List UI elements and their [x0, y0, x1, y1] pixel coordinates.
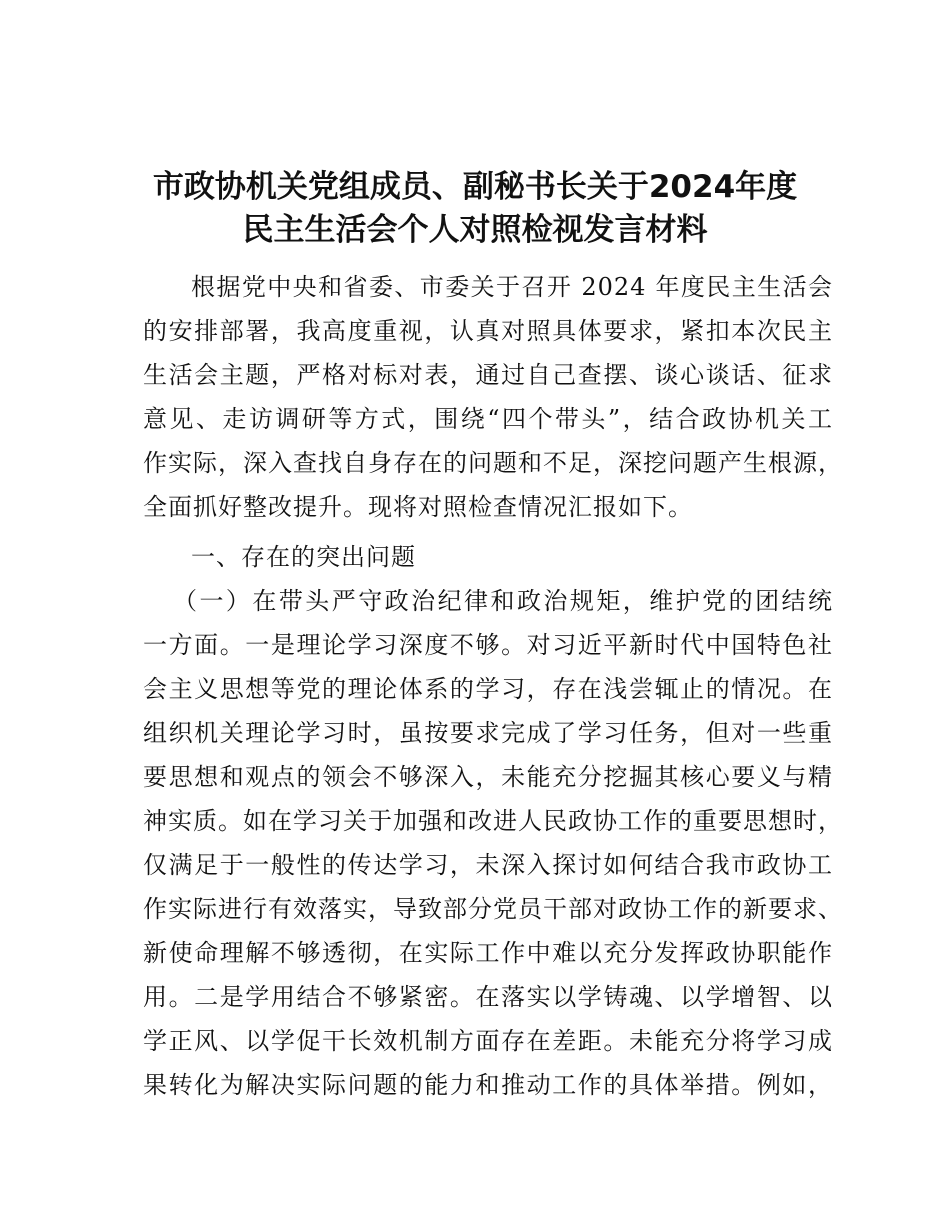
text-line: 根据党中央和省委、市委关于召开 2024 年度民主生活会: [191, 273, 833, 301]
text-line: 神实质。如在学习关于加强和改进人民政协工作的重要思想时，: [143, 807, 843, 835]
text-line: （一）在带头严守政治纪律和政治规矩，维护党的团结统: [173, 587, 833, 615]
text-line: 新使命理解不够透彻，在实际工作中难以充分发挥政协职能作: [143, 939, 833, 967]
section-1-paragraph: [143, 579, 843, 1107]
text-line: 生活会主题，严格对标对表，通过自己查摆、谈心谈话、征求: [143, 361, 833, 389]
text-line: 作实际，深入查找自身存在的问题和不足，深挖问题产生根源，: [143, 449, 843, 477]
text-line: 果转化为解决实际问题的能力和推动工作的具体举措。例如，: [143, 1071, 833, 1099]
text-line: 要思想和观点的领会不够深入，未能充分挖掘其核心要义与精: [143, 763, 833, 791]
text-line: 意见、走访调研等方式，围绕“四个带头”，结合政协机关工: [143, 405, 833, 433]
text-line: 学正风、以学促干长效机制方面存在差距。未能充分将学习成: [143, 1027, 833, 1055]
text-line: 用。二是学用结合不够紧密。在落实以学铸魂、以学增智、以: [143, 983, 833, 1011]
document-title-line-2: 民主生活会个人对照检视发言材料: [242, 212, 708, 248]
text-line: 组织机关理论学习时，虽按要求完成了学习任务，但对一些重: [143, 719, 833, 747]
text-line: 作实际进行有效落实，导致部分党员干部对政协工作的新要求、: [143, 895, 843, 923]
text-line: 一方面。一是理论学习深度不够。对习近平新时代中国特色社: [143, 631, 833, 659]
document-title-line-1: 市政协机关党组成员、副秘书长关于2024年度: [152, 169, 798, 205]
intro-paragraph: [143, 265, 843, 529]
section-heading: [143, 535, 833, 579]
text-line: 会主义思想等党的理论体系的学习，存在浅尝辄止的情况。在: [143, 675, 833, 703]
text-line: 的安排部署，我高度重视，认真对照具体要求，紧扣本次民主: [143, 317, 833, 345]
text-line: 仅满足于一般性的传达学习，未深入探讨如何结合我市政协工: [143, 851, 833, 879]
text-line: 全面抓好整改提升。现将对照检查情况汇报如下。: [143, 493, 693, 521]
section-heading-text: 一、存在的突出问题: [191, 543, 416, 571]
